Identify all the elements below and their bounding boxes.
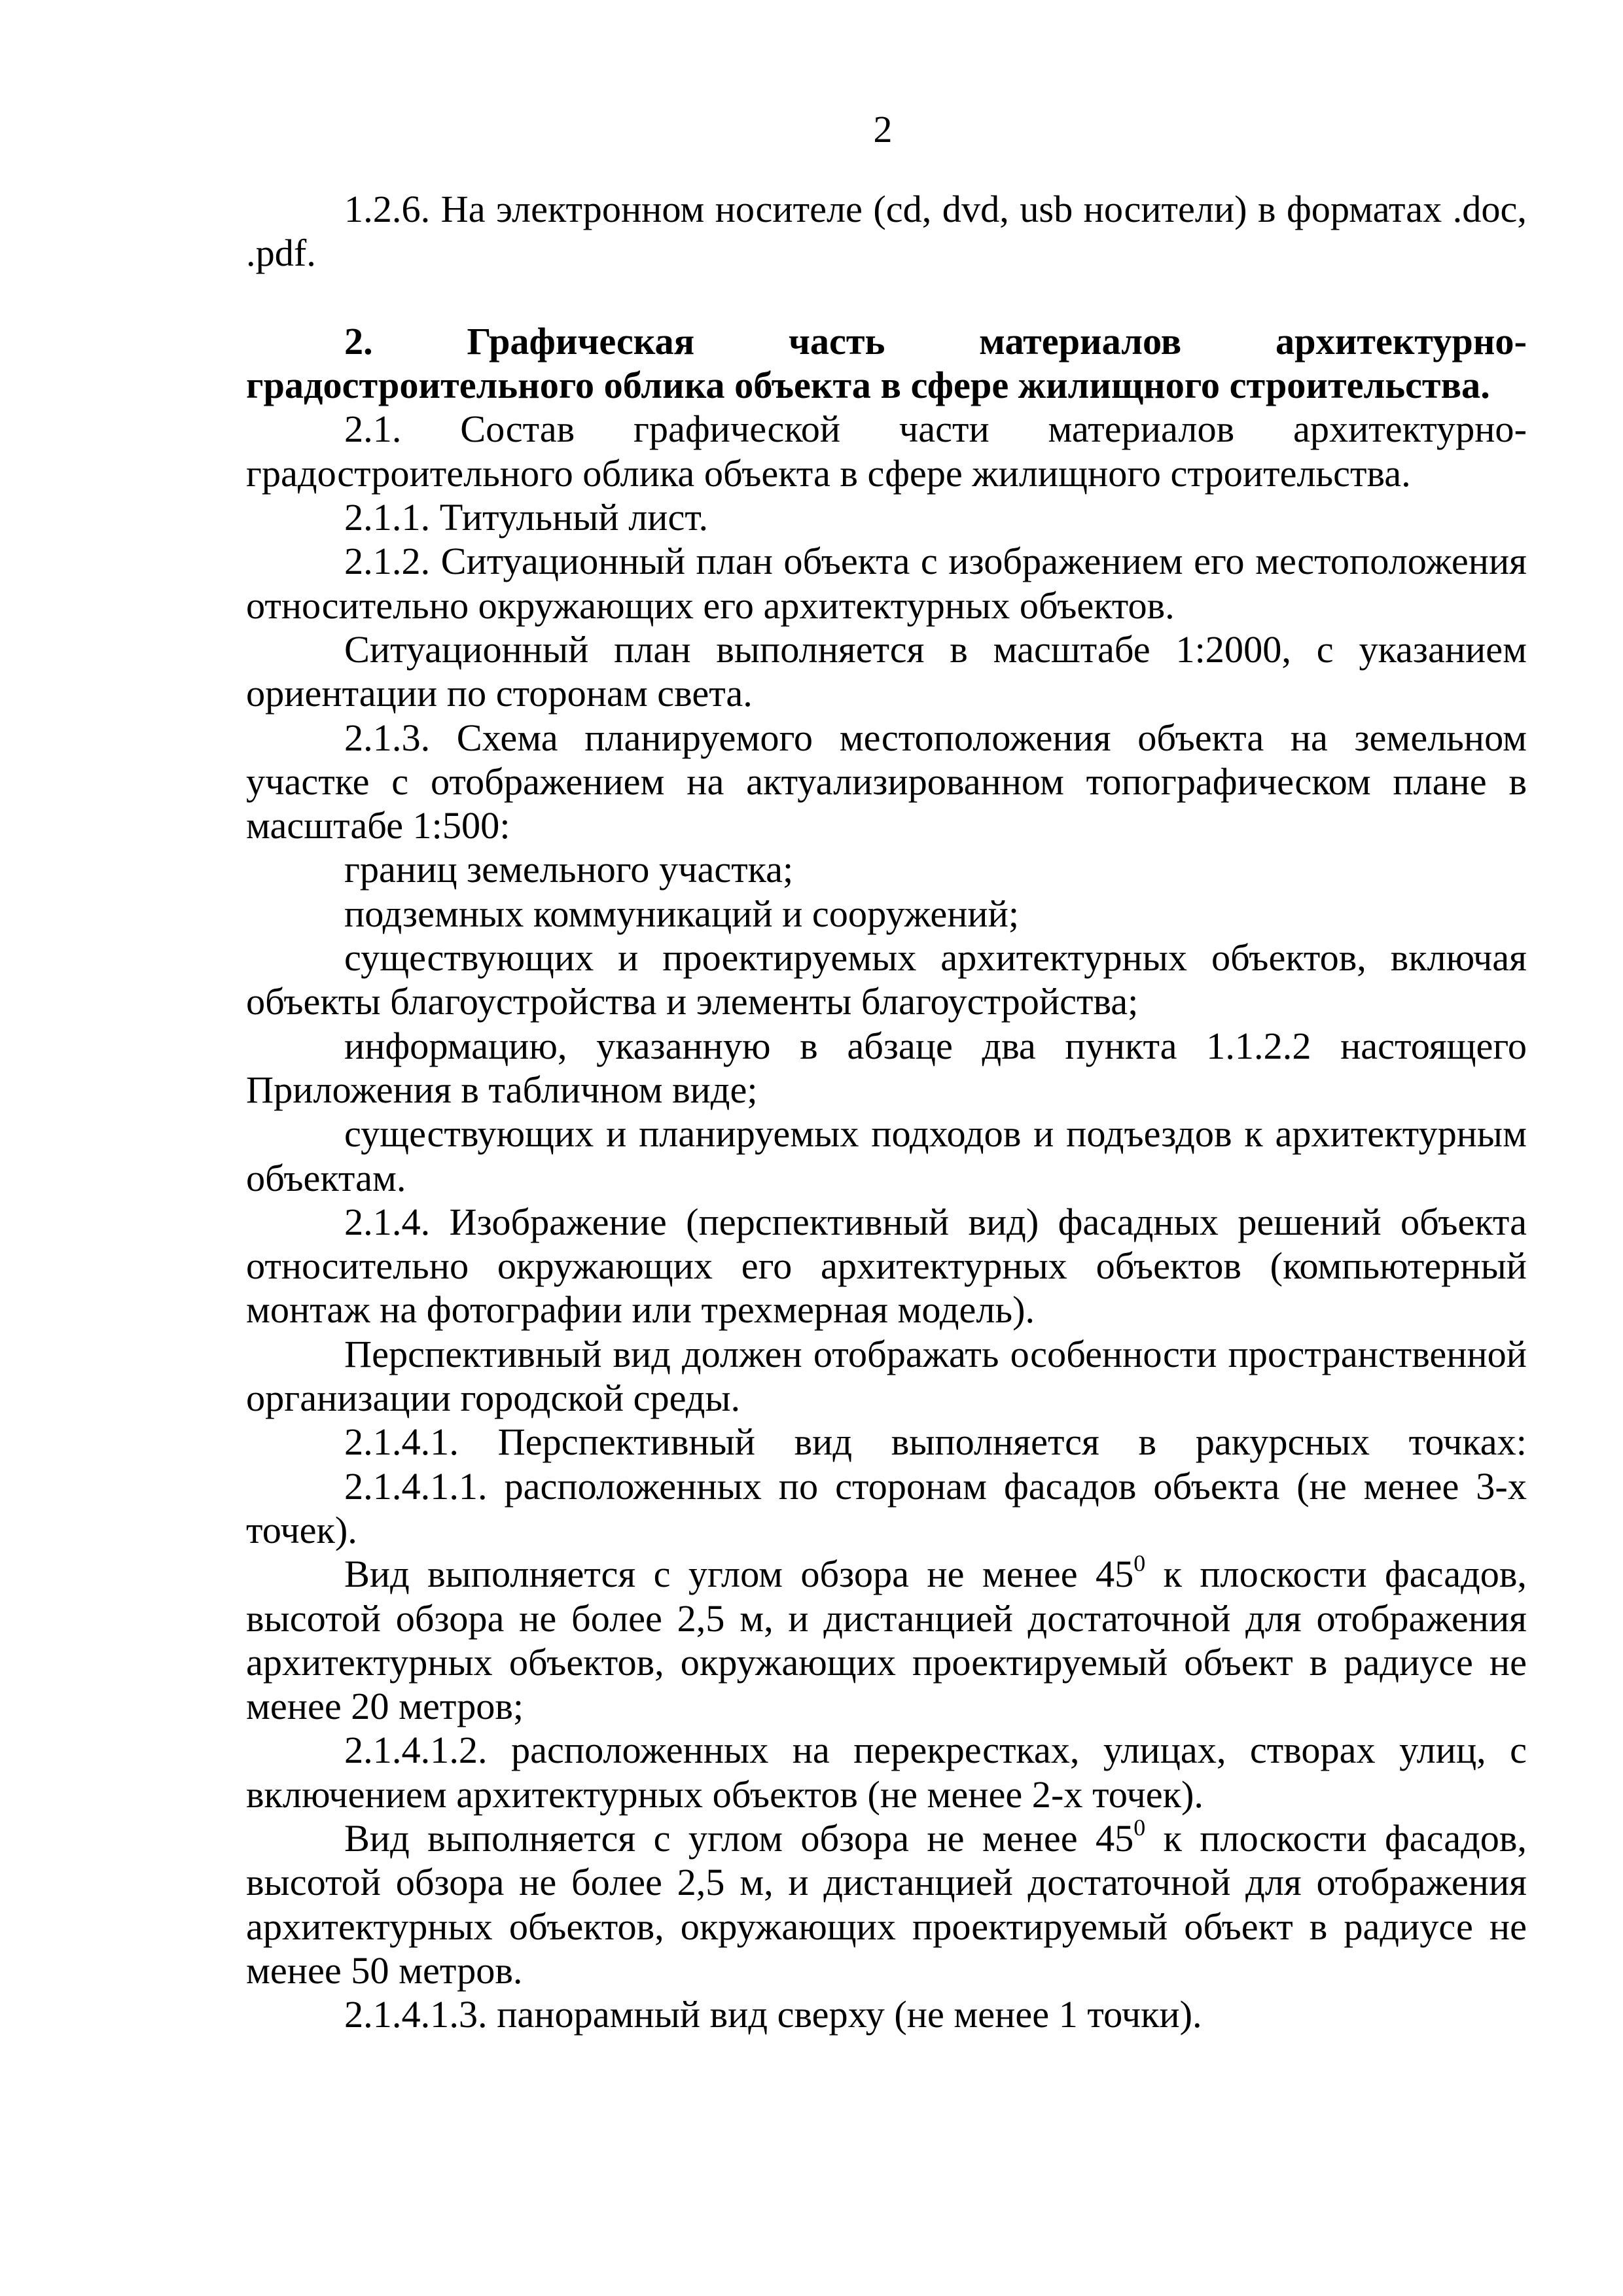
list-item: существующих и планируемых подходов и подъездов к архитектурным объектам. [246, 1112, 1527, 1199]
paragraph-2-1-1: 2.1.1. Титульный лист. [344, 496, 709, 539]
paragraph-view-20m [246, 1552, 1527, 1728]
paragraph-2-1: 2.1. Состав графической части материалов архитектурно-градостроительного облика объекта в сфере жилищного строительства. [246, 408, 1527, 495]
paragraph-2-1-4-1-2: 2.1.4.1.2. расположенных на перекрестках, улицах, створах улиц, с включением архитектурных объектов (не менее 2-х точек). [246, 1729, 1527, 1816]
document-body [246, 187, 1527, 2036]
paragraph-2-1-4-1-3: 2.1.4.1.3. панорамный вид сверху (не менее 1 точки). [344, 1993, 1202, 2036]
paragraph-2-1-3: 2.1.3. Схема планируемого местоположения объекта на земельном участке с отображением на актуализированном топографическом плане в масштабе 1:500: [246, 716, 1527, 847]
paragraph-perspective: Перспективный вид должен отображать особенности пространственной организации городской среды. [246, 1332, 1527, 1420]
paragraph-2-1-4-1-1: 2.1.4.1.1. расположенных по сторонам фасадов объекта (не менее 3-х точек). [246, 1464, 1527, 1551]
paragraph-2-1-4: 2.1.4. Изображение (перспективный вид) фасадных решений объекта относительно окружающих его архитектурных объектов (компьютерный монтаж на фотографии или трехмерная модель). [246, 1200, 1527, 1332]
text: к плоскости фасадов, высотой обзора не более 2,5 м, и дистанцией достаточной для отображения архитектурных объектов, окружающих проектируемый объект в радиусе не менее 20 метров; [246, 1553, 1527, 1728]
blank-line [246, 275, 1527, 319]
paragraph-view-50m [246, 1816, 1527, 1992]
text: Вид выполняется с углом обзора не менее 45 [344, 1553, 1134, 1596]
degree-superscript: 0 [1133, 1550, 1146, 1577]
section-heading: 2. Графическая часть материалов архитектурно-градостроительного облика объекта в сфере жилищного строительства. [246, 319, 1527, 407]
list-item: подземных коммуникаций и сооружений; [344, 892, 1020, 935]
list-item: существующих и проектируемых архитектурных объектов, включая объекты благоустройства и элементы благоустройства; [246, 936, 1527, 1023]
paragraph-2-1-2: 2.1.2. Ситуационный план объекта с изображением его местоположения относительно окружающих его архитектурных объектов. [246, 540, 1527, 627]
list-item: границ земельного участка; [344, 848, 794, 891]
paragraph-2-1-4-1: 2.1.4.1. Перспективный вид выполняется в ракурсных точках: [344, 1421, 1527, 1464]
page-number: 2 [873, 108, 893, 150]
paragraph-1-2-6: 1.2.6. На электронном носителе (cd, dvd, usb носители) в форматах .doc, .pdf. [246, 188, 1527, 275]
text: Вид выполняется с углом обзора не менее 45 [344, 1816, 1134, 1860]
list-item: информацию, указанную в абзаце два пункта 1.1.2.2 настоящего Приложения в табличном виде; [246, 1024, 1527, 1111]
paragraph-situation-plan: Ситуационный план выполняется в масштабе 1:2000, с указанием ориентации по сторонам света. [246, 627, 1527, 715]
degree-superscript: 0 [1133, 1814, 1146, 1841]
text: к плоскости фасадов, высотой обзора не более 2,5 м, и дистанцией достаточной для отображения архитектурных объектов, окружающих проектируемый объект в радиусе не менее 50 метров. [246, 1816, 1527, 1992]
